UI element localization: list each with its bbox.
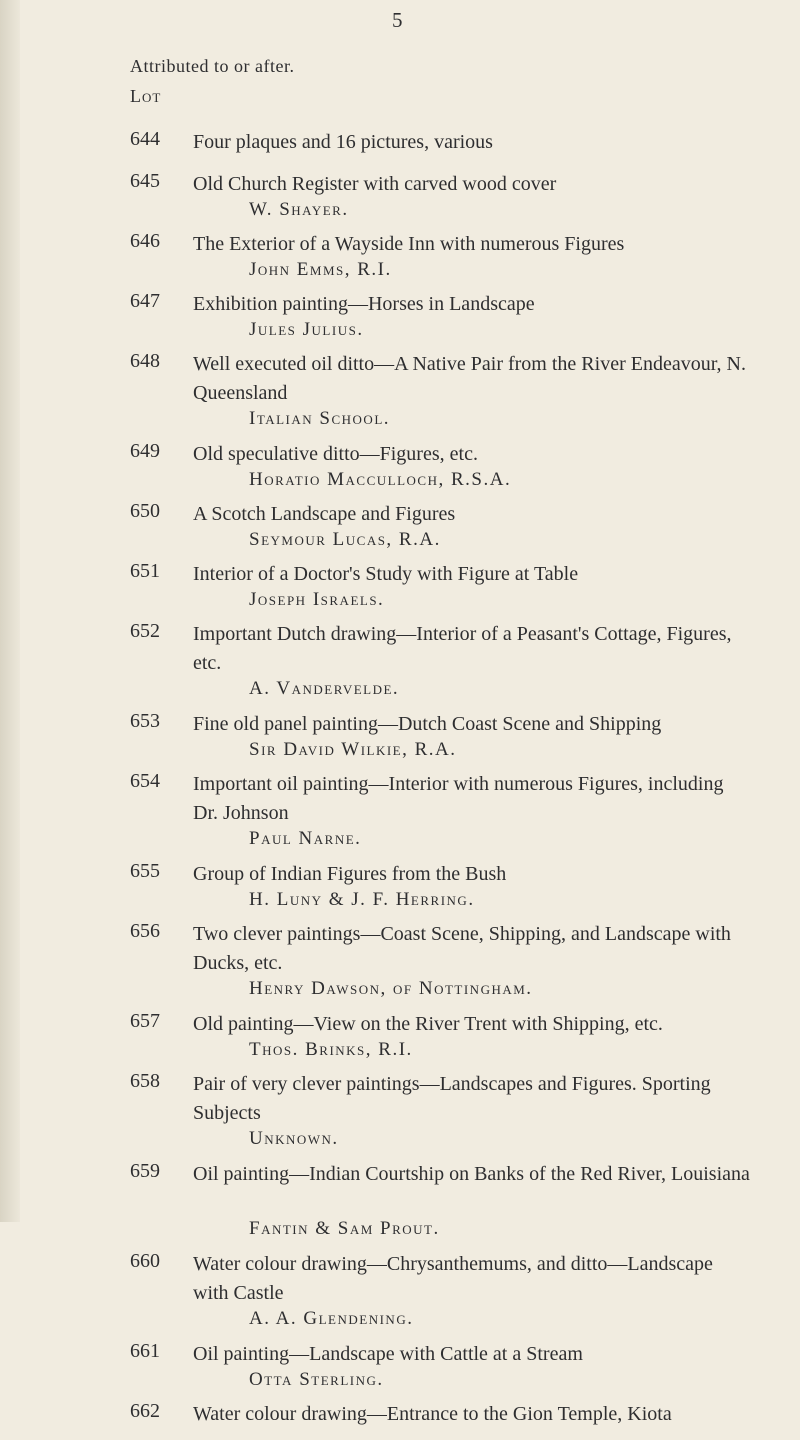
lot-artist: Henry Dawson, of Nottingham. <box>249 978 533 999</box>
lot-description: Pair of very clever paintings—Landscapes and Figures. Sporting Subjects <box>193 1073 711 1124</box>
lot-entry <box>0 290 800 350</box>
lot-artist: Seymour Lucas, R.A. <box>249 529 441 550</box>
lot-entry <box>0 500 800 560</box>
lot-number: 659 <box>130 1160 160 1182</box>
lot-number: 650 <box>130 500 160 522</box>
lot-number: 662 <box>130 1400 160 1422</box>
lot-description: The Exterior of a Wayside Inn with numerous Figures <box>193 233 625 255</box>
lot-description: Old painting—View on the River Trent with Shipping, etc. <box>193 1013 663 1035</box>
lot-number: 647 <box>130 290 160 312</box>
lot-description: Interior of a Doctor's Study with Figure at Table <box>193 563 579 585</box>
lot-description: Exhibition painting—Horses in Landscape <box>193 293 535 315</box>
lot-entry <box>0 1160 800 1250</box>
lot-artist: Unknown. <box>249 1128 339 1149</box>
lot-description: Group of Indian Figures from the Bush <box>193 863 507 885</box>
lot-description: Well executed oil ditto—A Native Pair from the River Endeavour, N. Queensland <box>193 353 746 404</box>
lot-artist: Joseph Israels. <box>249 589 385 610</box>
lot-entry <box>0 920 800 1010</box>
lot-number: 654 <box>130 770 160 792</box>
section-heading: Attributed to or after. <box>130 56 295 76</box>
lot-description: A Scotch Landscape and Figures <box>193 503 456 525</box>
lot-description: Four plaques and 16 pictures, various <box>193 131 493 153</box>
lot-entry <box>0 860 800 920</box>
lot-entry <box>0 1070 800 1160</box>
page-number: 5 <box>392 8 403 32</box>
lot-description: Oil painting—Landscape with Cattle at a Stream <box>193 1343 583 1365</box>
lot-number: 657 <box>130 1010 160 1032</box>
lot-artist: A. A. Glendening. <box>249 1308 414 1329</box>
lot-description: Water colour drawing—Entrance to the Gion Temple, Kiota <box>193 1403 672 1425</box>
lot-description: Important Dutch drawing—Interior of a Peasant's Cottage, Figures, etc. <box>193 623 732 674</box>
lot-entry <box>0 170 800 230</box>
lot-artist: A. Vanderveldе. <box>249 678 400 699</box>
lot-entry <box>0 1250 800 1340</box>
lot-description: Important oil painting—Interior with numerous Figures, including Dr. Johnson <box>193 773 724 824</box>
lot-description: Fine old panel painting—Dutch Coast Scene and Shipping <box>193 713 662 735</box>
lot-artist: Otta Sterling. <box>249 1369 384 1390</box>
lot-number: 656 <box>130 920 160 942</box>
lot-number: 644 <box>130 128 160 150</box>
lot-description: Old Church Register with carved wood cover <box>193 173 557 195</box>
lot-artist: Horatio Macculloch, R.S.A. <box>249 469 512 490</box>
lot-entry <box>0 560 800 620</box>
lot-artist: Italian School. <box>249 408 391 429</box>
lot-number: 653 <box>130 710 160 732</box>
lot-entry <box>0 620 800 710</box>
lot-artist: Fantin & Sam Prout. <box>249 1218 440 1239</box>
lot-artist: H. Luny & J. F. Herring. <box>249 889 475 910</box>
lot-entry <box>0 1340 800 1400</box>
lot-number: 645 <box>130 170 160 192</box>
lot-entry <box>0 128 800 170</box>
lot-description: Water colour drawing—Chrysanthemums, and ditto—Landscape with Castle <box>193 1253 713 1304</box>
lot-artist: Paul Narne. <box>249 828 362 849</box>
lot-number: 658 <box>130 1070 160 1092</box>
lot-entry <box>0 770 800 860</box>
lot-entry <box>0 1010 800 1070</box>
lot-description: Old speculative ditto—Figures, etc. <box>193 443 478 465</box>
lot-number: 652 <box>130 620 160 642</box>
lot-number: 660 <box>130 1250 160 1272</box>
lot-entry <box>0 350 800 440</box>
lot-description: Oil painting—Indian Courtship on Banks of the Red River, Louisiana <box>193 1163 750 1185</box>
lot-artist: John Emms, R.I. <box>249 259 392 280</box>
lot-number: 661 <box>130 1340 160 1362</box>
lot-number: 649 <box>130 440 160 462</box>
lot-list <box>0 128 800 1440</box>
lot-number: 655 <box>130 860 160 882</box>
lot-artist: Sir David Wilkie, R.A. <box>249 739 457 760</box>
lot-entry <box>0 230 800 290</box>
lot-number: 646 <box>130 230 160 252</box>
lot-artist: W. Shayer. <box>249 199 349 220</box>
lot-artist: Jules Julius. <box>249 319 364 340</box>
lot-entry <box>0 710 800 770</box>
lot-number: 648 <box>130 350 160 372</box>
lot-description: Two clever paintings—Coast Scene, Shipping, and Landscape with Ducks, etc. <box>193 923 731 974</box>
lot-entry <box>0 440 800 500</box>
lot-entry <box>0 1400 800 1440</box>
lot-artist: Thos. Brinks, R.I. <box>249 1039 413 1060</box>
lot-number: 651 <box>130 560 160 582</box>
lot-column-label: Lot <box>130 86 162 106</box>
